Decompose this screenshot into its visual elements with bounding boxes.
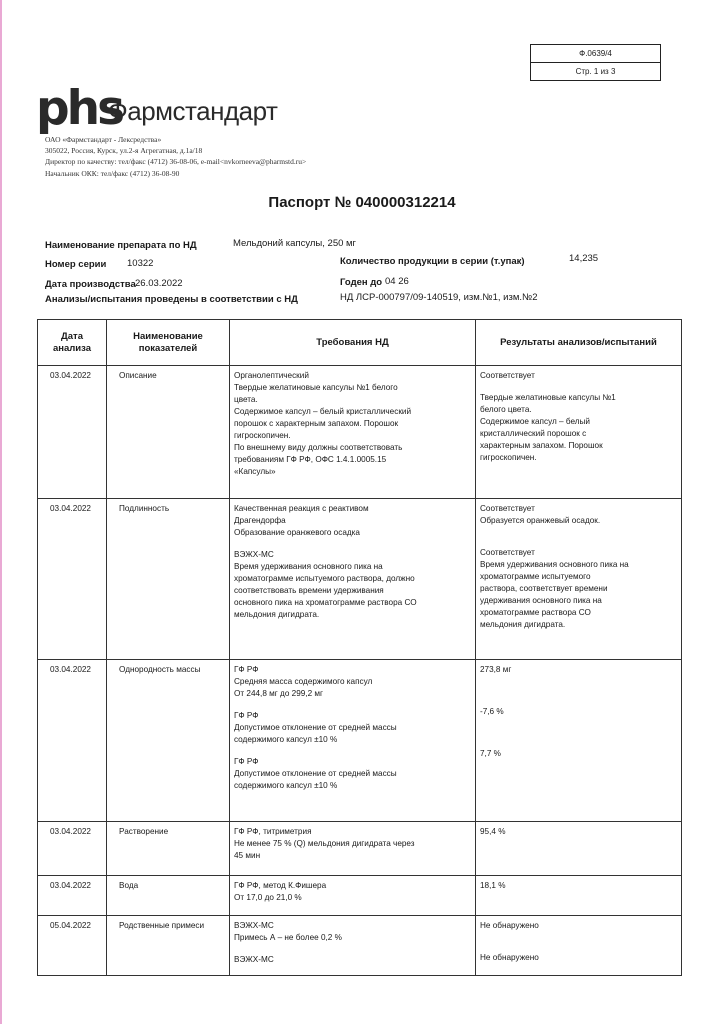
result-line: [480, 676, 677, 686]
results-cell: [476, 876, 682, 916]
requirement-line: ГФ РФ, титриметрия: [234, 827, 312, 836]
header-results: Результаты анализов/испытаний: [476, 320, 682, 366]
indicator-name: Однородность массы: [107, 660, 230, 822]
requirement-line: [234, 746, 471, 756]
result-line: Не обнаружено: [480, 953, 539, 962]
table-row: [38, 660, 682, 822]
requirement-line: требованиям ГФ РФ, ОФС 1.4.1.0005.15: [234, 455, 387, 464]
requirements-cell: [230, 499, 476, 660]
requirements-cell: [230, 876, 476, 916]
result-line: 95,4 %: [480, 827, 506, 836]
requirement-line: [234, 539, 471, 549]
analysis-date: 05.04.2022: [38, 916, 107, 976]
results-cell: [476, 822, 682, 876]
series-label: Номер серии: [45, 259, 107, 270]
requirement-line: хроматограмме испытуемого раствора, должно: [234, 574, 415, 583]
company-address-line: 305022, Россия, Курск, ул.2-я Агрегатная, д.1а/18: [45, 146, 203, 155]
company-logo-mark: phs: [36, 81, 123, 136]
production-date-value: 26.03.2022: [135, 278, 183, 289]
table-row: [38, 876, 682, 916]
result-line: Твердые желатиновые капсулы №1: [480, 393, 616, 402]
tests-basis-label: Анализы/испытания проведены в соответствии с НД: [45, 294, 298, 305]
requirements-cell: [230, 660, 476, 822]
requirement-line: От 244,8 мг до 299,2 мг: [234, 689, 324, 698]
page-number: Стр. 1 из 3: [575, 67, 616, 76]
table-row: [38, 366, 682, 499]
table-row: [38, 916, 682, 976]
indicator-name: Описание: [107, 366, 230, 499]
requirement-line: Допустимое отклонение от средней массы: [234, 769, 397, 778]
result-line: Содержимое капсул – белый: [480, 417, 590, 426]
result-line: кристаллический порошок с: [480, 429, 587, 438]
requirements-cell: [230, 822, 476, 876]
requirement-line: ГФ РФ, метод К.Фишера: [234, 881, 327, 890]
result-line: [480, 686, 677, 696]
passport-table: [37, 319, 682, 976]
requirement-line: Допустимое отклонение от средней массы: [234, 723, 397, 732]
header-requirements: Требования НД: [230, 320, 476, 366]
analysis-date: 03.04.2022: [38, 876, 107, 916]
form-code-box: [530, 44, 661, 81]
requirement-line: Содержимое капсул – белый кристаллический: [234, 407, 412, 416]
table-row: [38, 822, 682, 876]
table-header-row: [38, 320, 682, 366]
requirement-line: основного пика на хроматограмме раствора СО: [234, 598, 417, 607]
result-line: Соответствует: [480, 504, 535, 513]
expiry-value: 04 26: [385, 276, 409, 287]
analysis-date: 03.04.2022: [38, 822, 107, 876]
requirement-line: содержимого капсул ±10 %: [234, 735, 338, 744]
result-line: [480, 738, 677, 748]
result-line: белого цвета.: [480, 405, 532, 414]
analysis-date: 03.04.2022: [38, 499, 107, 660]
requirement-line: мельдония дигидрата.: [234, 610, 320, 619]
requirement-line: [234, 700, 471, 710]
requirement-line: Твердые желатиновые капсулы №1 белого: [234, 383, 398, 392]
requirement-line: Примесь А – не более 0,2 %: [234, 933, 342, 942]
header-indicator: Наименование показателей: [107, 320, 230, 366]
requirement-line: Время удерживания основного пика на: [234, 562, 383, 571]
result-line: Время удерживания основного пика на: [480, 560, 629, 569]
result-line: [480, 760, 677, 770]
requirement-line: 45 мин: [234, 851, 261, 860]
requirement-line: ВЭЖХ-МС: [234, 921, 274, 930]
requirement-line: «Капсулы»: [234, 467, 276, 476]
requirement-line: порошок с характерным запахом. Порошок: [234, 419, 399, 428]
form-code: Ф.0639/4: [531, 45, 660, 63]
requirement-line: содержимого капсул ±10 %: [234, 781, 338, 790]
result-line: гигроскопичен.: [480, 453, 537, 462]
results-cell: [476, 366, 682, 499]
result-line: 273,8 мг: [480, 665, 512, 674]
result-line: [480, 718, 677, 728]
expiry-label: Годен до: [340, 277, 383, 288]
analysis-date: 03.04.2022: [38, 366, 107, 499]
requirement-line: Средняя масса содержимого капсул: [234, 677, 373, 686]
company-logo-name: Фармстандарт: [108, 96, 278, 126]
result-line: [480, 537, 677, 547]
result-line: [480, 527, 677, 537]
result-line: [480, 932, 677, 942]
result-line: [480, 770, 677, 780]
indicator-name: Подлинность: [107, 499, 230, 660]
result-line: хроматограмме испытуемого: [480, 572, 591, 581]
requirement-line: ГФ РФ: [234, 711, 259, 720]
quantity-label: Количество продукции в серии (т.упак): [340, 256, 525, 267]
requirement-line: соответствовать времени удерживания: [234, 586, 384, 595]
results-cell: [476, 499, 682, 660]
page-edge-line: [0, 0, 2, 1024]
requirement-line: По внешнему виду должны соответствовать: [234, 443, 403, 452]
results-cell: [476, 660, 682, 822]
requirement-line: ГФ РФ: [234, 665, 259, 674]
result-line: [480, 382, 677, 392]
requirement-line: ГФ РФ: [234, 757, 259, 766]
nd-reference-value: НД ЛСР-000797/09-140519, изм.№1, изм.№2: [340, 292, 538, 303]
result-line: Соответствует: [480, 548, 535, 557]
quantity-value: 14,235: [569, 253, 599, 264]
requirements-cell: [230, 366, 476, 499]
requirement-line: [234, 944, 471, 954]
requirement-line: ВЭЖХ-МС: [234, 955, 274, 964]
result-line: Соответствует: [480, 371, 535, 380]
result-line: хроматограмме раствора СО: [480, 608, 591, 617]
result-line: раствора, соответствует времени: [480, 584, 608, 593]
drug-name-label: Наименование препарата по НД: [45, 240, 197, 251]
result-line: 7,7 %: [480, 749, 501, 758]
result-line: Образуется оранжевый осадок.: [480, 516, 601, 525]
production-date-label: Дата производства: [45, 279, 136, 290]
requirement-line: Не менее 75 % (Q) мельдония дигидрата через: [234, 839, 415, 848]
result-line: 18,1 %: [480, 881, 506, 890]
page-title: Паспорт № 040000312214: [268, 194, 456, 211]
indicator-name: Вода: [107, 876, 230, 916]
result-line: Не обнаружено: [480, 921, 539, 930]
result-line: -7,6 %: [480, 707, 504, 716]
indicator-name: Растворение: [107, 822, 230, 876]
requirement-line: Качественная реакция с реактивом: [234, 504, 369, 513]
requirement-line: Органолептический: [234, 371, 309, 380]
result-line: [480, 696, 677, 706]
analysis-date: 03.04.2022: [38, 660, 107, 822]
header-date: Дата анализа: [38, 320, 107, 366]
requirement-line: Образование оранжевого осадка: [234, 528, 360, 537]
quality-director-line: Директор по качеству: тел/факс (4712) 36-08-06, e-mail<nvkorneeva@pharmstd.ru>: [45, 157, 307, 166]
company-name-line: ОАО «Фармстандарт - Лексредства»: [45, 135, 162, 144]
indicator-name: Родственные примеси: [107, 916, 230, 976]
requirement-line: гигроскопичен.: [234, 431, 291, 440]
okk-head-line: Начальник ОКК: тел/факс (4712) 36-08-90: [45, 169, 180, 178]
result-line: удерживания основного пика на: [480, 596, 602, 605]
table-row: [38, 499, 682, 660]
drug-name-value: Мельдоний капсулы, 250 мг: [233, 238, 357, 249]
result-line: мельдония дигидрата.: [480, 620, 566, 629]
series-value: 10322: [127, 258, 154, 269]
result-line: [480, 942, 677, 952]
requirement-line: цвета.: [234, 395, 258, 404]
requirement-line: ВЭЖХ-МС: [234, 550, 274, 559]
results-cell: [476, 916, 682, 976]
requirement-line: Драгендорфа: [234, 516, 286, 525]
requirements-cell: [230, 916, 476, 976]
result-line: характерным запахом. Порошок: [480, 441, 603, 450]
result-line: [480, 728, 677, 738]
requirement-line: От 17,0 до 21,0 %: [234, 893, 302, 902]
